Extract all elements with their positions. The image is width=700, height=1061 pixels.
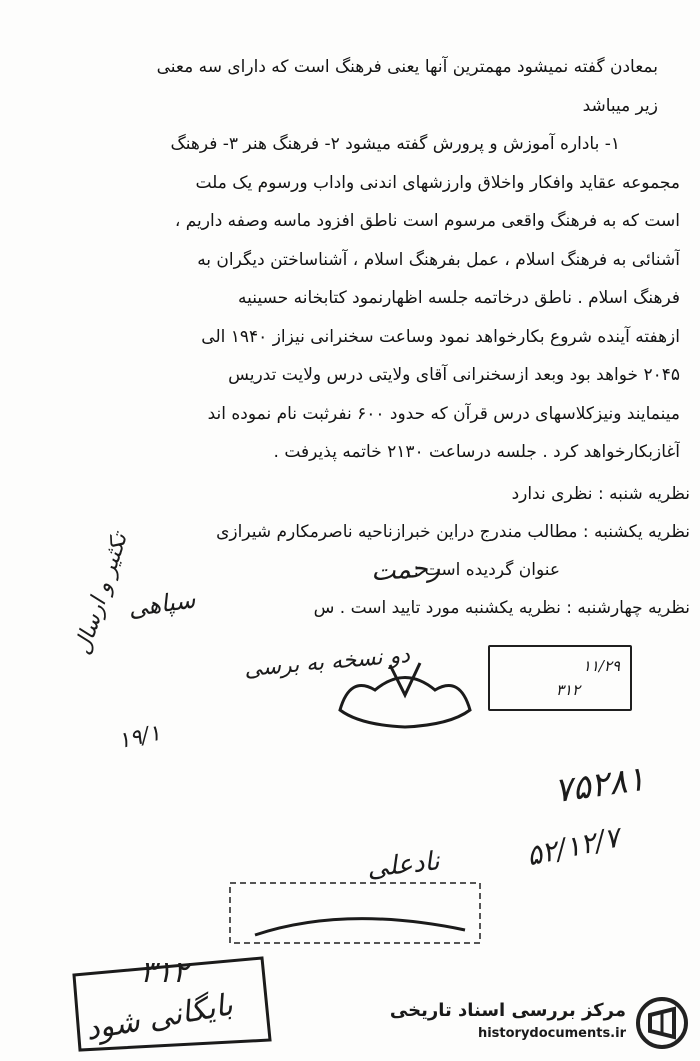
note-sunday-continued: عنوان گردیده است : — [413, 560, 560, 580]
stamp-seal-icon — [330, 655, 480, 735]
watermark — [389, 995, 688, 1051]
watermark-title: مرکز بررسی اسناد تاریخی — [389, 1000, 626, 1021]
stamp-date: ۱۱/۲۹ — [582, 657, 620, 675]
handwritten-name: نادعلی — [366, 846, 442, 884]
typed-line: آشنائی به فرهنگ اسلام ، عمل بفرهنگ اسلام ، آشناساختن دیگران به — [197, 249, 680, 270]
registration-stamp — [488, 645, 632, 711]
handwritten-signature-secondary: سپاهی — [126, 585, 197, 623]
archive-number: ۳۱۲ — [140, 955, 189, 990]
typed-line: است که به فرهنگ واقعی مرسوم است ناطق افزود ماسه وصفه داریم ، — [174, 211, 680, 231]
typed-line: بمعادن گفته نمیشود مهمترین آنها یعنی فرهنگ است که دارای سه معنی — [156, 57, 658, 77]
handwritten-margin-number: ۱۹/۱ — [115, 720, 164, 755]
typed-line: ۲۰۴۵ خواهد بود وبعد ازسخنرانی آقای ولایتی درس ولایت تدریس — [228, 365, 680, 385]
handwritten-margin-note: تکثیر و ارسال — [70, 530, 133, 658]
typed-line: ۱- باداره آموزش و پرورش گفته میشود ۲- فرهنگ هنر ۳- فرهنگ — [170, 134, 620, 154]
handwritten-date: ۵۲/۱۲/۷ — [523, 820, 623, 873]
archive-instruction: بایگانی شود — [83, 987, 236, 1048]
note-sunday: نظریه یکشنبه : مطالب مندرج دراین خبرازناحیه ناصرمکارم شیرازی — [216, 522, 690, 542]
handwritten-instruction: دو نسخه به برسی — [243, 642, 411, 683]
typed-line: زیر میباشد — [582, 95, 658, 116]
typed-line: مینمایند ونیزکلاسهای درس قرآن که حدود ۶۰۰ نفرثبت نام نموده اند — [207, 403, 680, 424]
handwritten-reference-number: ۷۵۲۸۱ — [551, 758, 648, 812]
typed-report-body — [20, 48, 680, 472]
typed-line: مجموعه عقاید وافکار واخلاق وارزشهای اندنی واداب ورسوم یک ملت — [195, 172, 680, 193]
note-saturday: نظریه شنبه : نظری ندارد — [511, 484, 690, 504]
note-wednesday: نظریه چهارشنبه : نظریه یکشنبه مورد تایید است . س — [313, 598, 690, 618]
archive-logo-icon — [636, 997, 688, 1049]
typed-line: ازهفته آینده شروع بکارخواهد نمود وساعت سخنرانی نیزاز ۱۹۴۰ الی — [201, 326, 680, 347]
typed-line: آغازبکارخواهد کرد . جلسه درساعت ۲۱۳۰ خاتمه پذیرفت . — [273, 442, 680, 462]
stamp-number: ۳۱۲ — [555, 681, 580, 699]
watermark-url: historydocuments.ir — [477, 1026, 626, 1041]
typed-line: فرهنگ اسلام . ناطق درخاتمه جلسه اظهارنمود کتابخانه حسینیه — [238, 288, 680, 308]
handwritten-signature: رحمت — [369, 552, 441, 588]
